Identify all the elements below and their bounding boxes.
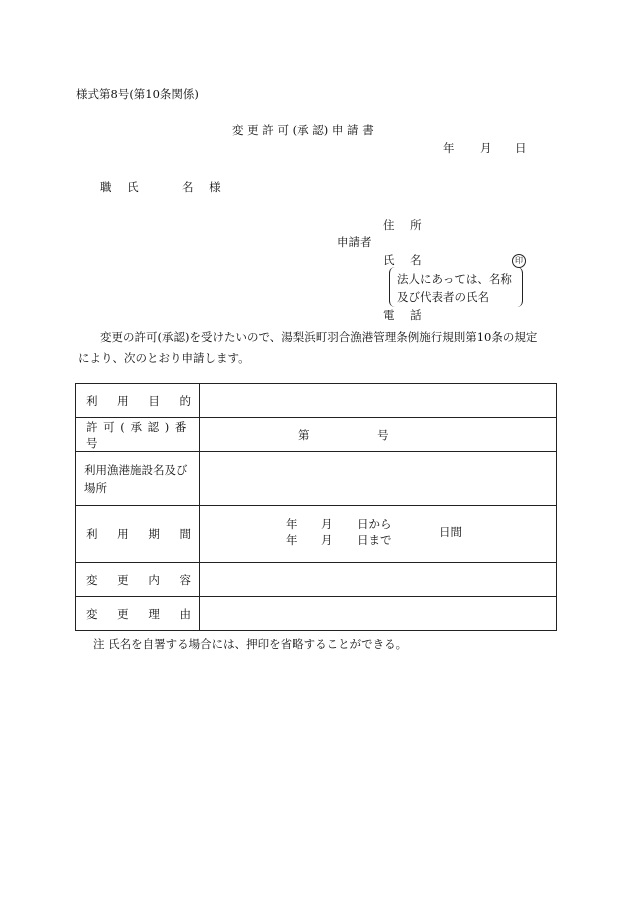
period-from-month: 月 — [321, 517, 333, 531]
document-title: 変 更 許 可 (承 認) 申 請 書 — [232, 123, 374, 137]
label-char: 更 — [117, 606, 129, 621]
label-char: 由 — [179, 606, 191, 621]
period-from-day: 日から — [357, 517, 392, 531]
address-label: 住 所 — [383, 218, 428, 232]
period-value[interactable] — [200, 506, 557, 563]
corporation-note-line1: 法人にあっては、名称 — [397, 272, 512, 286]
addressee-suffix: 名 様 — [182, 180, 227, 194]
applicant-label: 申請者 — [337, 235, 372, 249]
name-label: 氏 名 — [383, 253, 428, 267]
footnote: 注 氏名を自署する場合には、押印を省略することができる。 — [93, 637, 408, 651]
label-char: 期 — [148, 527, 160, 541]
label-char: 間 — [179, 527, 191, 541]
period-to-year: 年 — [286, 533, 298, 547]
purpose-value[interactable] — [200, 384, 557, 418]
date-day: 日 — [515, 141, 527, 155]
application-table — [75, 383, 557, 631]
table-row-period — [76, 506, 557, 563]
request-statement-line2: により、次のとおり申請します。 — [78, 351, 250, 365]
request-statement-line1: 変更の許可(承認)を受けたいので、湯梨浜町羽合漁港管理条例施行規則第10条の規定 — [100, 330, 538, 344]
addressee-position: 職 氏 — [100, 180, 145, 194]
table-row-permit-number — [76, 418, 557, 452]
facility-label — [76, 452, 200, 506]
table-row-purpose — [76, 384, 557, 418]
label-char: 用 — [117, 527, 129, 541]
label-char: 的 — [179, 393, 191, 408]
purpose-label — [76, 384, 200, 418]
corporation-note-line2: 及び代表者の氏名 — [397, 290, 489, 304]
table-row-facility — [76, 452, 557, 506]
period-from-year: 年 — [286, 517, 298, 531]
period-to-day: 日まで — [357, 533, 392, 547]
label-char: 変 — [86, 572, 98, 587]
permit-number-value[interactable] — [200, 418, 557, 452]
permit-number-label-text: 許 可 ( 承 認 ) 番 号 — [86, 419, 188, 450]
seal-icon: 印 — [512, 254, 526, 268]
change-content-value[interactable] — [200, 563, 557, 597]
form-number: 様式第8号(第10条関係) — [76, 87, 199, 101]
permit-number-prefix: 第 — [298, 427, 310, 442]
change-content-label — [76, 563, 200, 597]
label-char: 利 — [86, 393, 98, 408]
table-row-content — [76, 563, 557, 597]
change-reason-label — [76, 597, 200, 631]
phone-label: 電 話 — [383, 308, 428, 322]
label-char: 更 — [117, 572, 129, 587]
period-label — [76, 506, 200, 563]
date-year: 年 — [443, 141, 455, 155]
change-reason-value[interactable] — [200, 597, 557, 631]
table-row-reason — [76, 597, 557, 631]
period-to-month: 月 — [321, 533, 333, 547]
label-char: 内 — [148, 572, 160, 587]
label-char: 容 — [179, 572, 191, 587]
date-month: 月 — [480, 141, 492, 155]
label-char: 利 — [86, 527, 98, 541]
label-char: 目 — [148, 393, 160, 408]
facility-value[interactable] — [200, 452, 557, 506]
period-days: 日間 — [439, 525, 462, 539]
label-char: 変 — [86, 606, 98, 621]
label-char: 理 — [148, 606, 160, 621]
permit-number-label — [76, 418, 200, 452]
request-statement — [78, 327, 558, 369]
facility-label-text: 利用漁港施設名及び場所 — [84, 462, 188, 495]
permit-number-suffix: 号 — [377, 427, 389, 442]
seal-mark — [512, 254, 526, 268]
label-char: 用 — [117, 393, 129, 408]
